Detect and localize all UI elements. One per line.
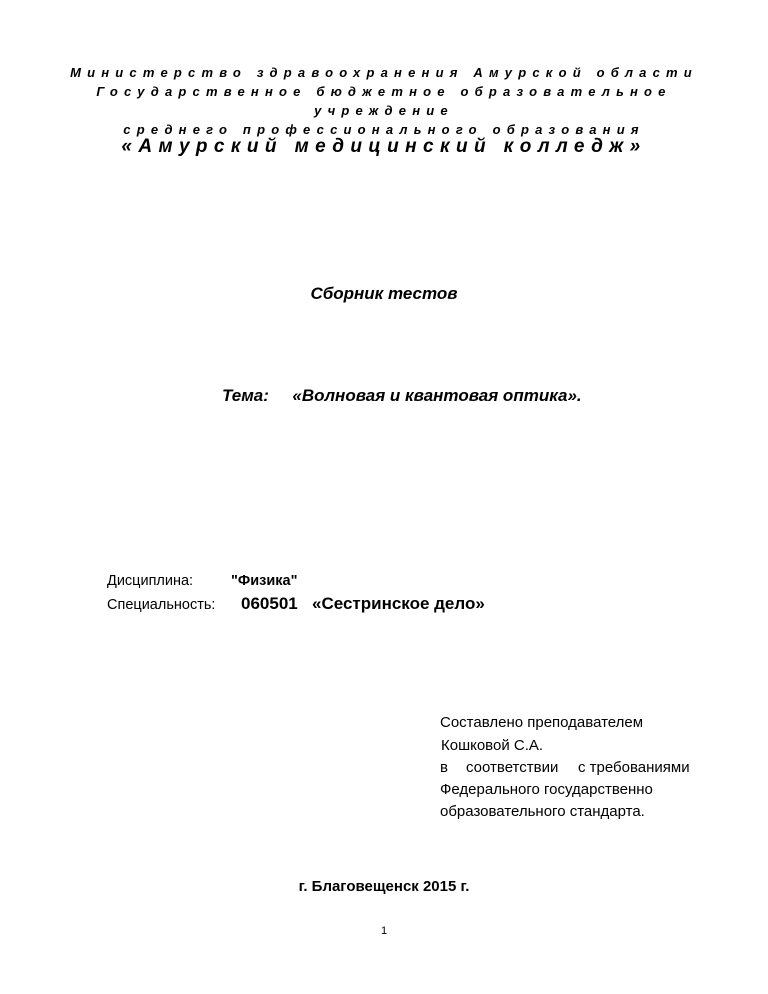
author-line-4: Федерального государственно bbox=[440, 781, 653, 798]
specialty-label: Специальность: bbox=[107, 597, 216, 613]
city-year: г. Благовещенск 2015 г. bbox=[298, 878, 470, 895]
topic-value: «Волновая и квантовая оптика». bbox=[292, 386, 582, 405]
author-name: Кошковой С.А. bbox=[441, 737, 544, 754]
document-title: Сборник тестов bbox=[310, 284, 458, 303]
ministry-line: Министерство здравоохранения Амурской области bbox=[70, 65, 698, 80]
discipline-label: Дисциплина: bbox=[107, 573, 194, 589]
author-line-3-a: в bbox=[440, 759, 448, 776]
specialty-name: «Сестринское дело» bbox=[312, 594, 485, 613]
author-line-3-c: с требованиями bbox=[578, 759, 690, 776]
specialty-code: 060501 bbox=[241, 594, 298, 613]
institution-type-line: Государственное бюджетное образовательное bbox=[96, 84, 672, 99]
topic-label: Тема: bbox=[222, 386, 269, 405]
author-line-3-b: соответствии bbox=[466, 759, 559, 776]
author-line-1: Составлено преподавателем bbox=[440, 714, 644, 731]
college-name: «Амурский медицинский колледж» bbox=[121, 136, 647, 157]
institution-word-line: учреждение bbox=[314, 103, 454, 118]
author-line-5: образовательного стандарта. bbox=[440, 803, 645, 820]
education-level-line: среднего профессионального образования bbox=[123, 122, 645, 137]
topic-line bbox=[222, 386, 582, 406]
discipline-value: "Физика" bbox=[231, 573, 298, 589]
page-number: 1 bbox=[380, 925, 388, 937]
